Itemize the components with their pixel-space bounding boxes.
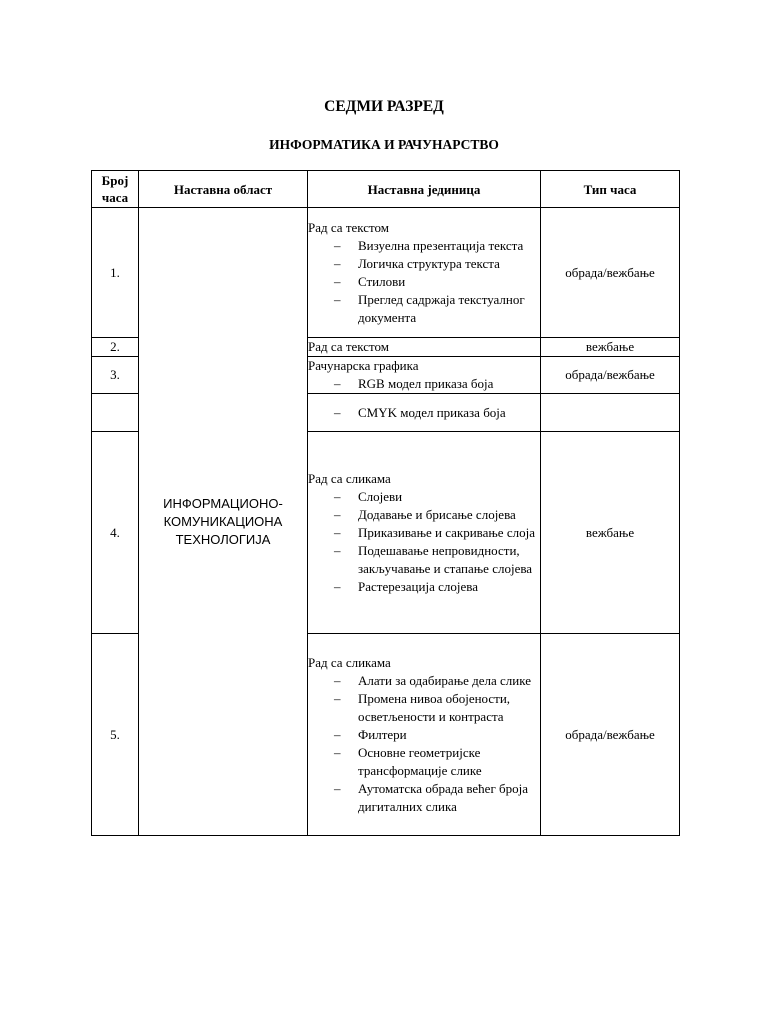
list-item [308, 672, 540, 690]
teaching-unit [308, 394, 541, 432]
lesson-type: обрада/вежбање [541, 634, 680, 836]
teaching-unit [308, 634, 541, 836]
teaching-unit [308, 432, 541, 634]
list-item-text: Преглед садржаја текстуалног документа [358, 291, 525, 325]
dash-bullet: – [334, 404, 341, 420]
lesson-type: вежбање [541, 432, 680, 634]
list-item [308, 690, 540, 726]
dash-bullet: – [334, 506, 341, 522]
unit-list [308, 375, 540, 393]
unit-list [308, 672, 540, 816]
teaching-unit [308, 357, 541, 394]
unit-heading: Рад са текстом [308, 219, 390, 235]
list-item-text: Додавање и брисање слојева [358, 506, 516, 522]
dash-bullet: – [334, 542, 341, 558]
dash-bullet: – [334, 291, 341, 307]
lesson-number [92, 394, 139, 432]
dash-bullet: – [334, 726, 341, 742]
list-item [308, 291, 540, 327]
list-item [308, 744, 540, 780]
lesson-number: 5. [92, 634, 139, 836]
list-item [308, 506, 540, 524]
list-item [308, 237, 540, 255]
unit-list [308, 237, 540, 327]
list-item [308, 404, 540, 422]
table-row [92, 208, 680, 338]
list-item-text: Растерезација слојева [358, 578, 478, 594]
lesson-type [541, 394, 680, 432]
dash-bullet: – [334, 780, 341, 796]
list-item-text: Логичка структура текста [358, 255, 500, 271]
list-item [308, 578, 540, 596]
list-item-text: Алати за одабирање дела слике [358, 672, 531, 688]
teaching-area: ИНФОРМАЦИОНО-КОМУНИКАЦИОНА ТЕХНОЛОГИЈА [139, 208, 308, 836]
dash-bullet: – [334, 237, 341, 253]
list-item-text: RGB модел приказа боја [358, 376, 494, 391]
unit-list [308, 404, 540, 422]
dash-bullet: – [334, 255, 341, 271]
page-title: СЕДМИ РАЗРЕД [324, 98, 444, 115]
list-item-text: Аутоматска обрада већег броја дигиталних слика [358, 780, 529, 814]
header-row [92, 171, 680, 208]
header-teaching-unit: Наставна јединица [308, 171, 541, 208]
teaching-unit [308, 338, 541, 357]
dash-bullet: – [334, 524, 341, 540]
list-item-text: Визуелна презентација текста [358, 237, 524, 253]
dash-bullet: – [334, 273, 341, 289]
unit-heading: Рад са сликама [308, 470, 391, 486]
list-item-text: Основне геометријске трансформације слике [358, 744, 482, 778]
lesson-number: 2. [92, 338, 139, 357]
unit-heading: Рачунарска графика [308, 358, 419, 373]
list-item [308, 542, 540, 578]
unit-heading: Рад са сликама [308, 654, 391, 670]
unit-heading: Рад са текстом [308, 339, 390, 354]
dash-bullet: – [334, 744, 341, 760]
lesson-number: 1. [92, 208, 139, 338]
list-item-text: Слојеви [358, 488, 403, 504]
dash-bullet: – [334, 376, 341, 391]
list-item [308, 488, 540, 506]
header-lesson-number: Број часа [92, 171, 139, 208]
dash-bullet: – [334, 690, 341, 706]
list-item [308, 375, 540, 393]
list-item-text: CMYK модел приказа боја [358, 404, 506, 420]
list-item-text: Стилови [358, 273, 406, 289]
lesson-type: обрада/вежбање [541, 208, 680, 338]
list-item-text: Промена нивоа обојености, осветљености и контраста [358, 690, 511, 724]
list-item [308, 524, 540, 542]
list-item [308, 255, 540, 273]
dash-bullet: – [334, 488, 341, 504]
schedule-table [91, 170, 680, 836]
lesson-type: обрада/вежбање [541, 357, 680, 394]
dash-bullet: – [334, 578, 341, 594]
lesson-type: вежбање [541, 338, 680, 357]
teaching-unit [308, 208, 541, 338]
header-lesson-type: Тип часа [541, 171, 680, 208]
list-item-text: Приказивање и сакривање слоја [358, 524, 535, 540]
unit-list [308, 488, 540, 596]
list-item [308, 726, 540, 744]
dash-bullet: – [334, 672, 341, 688]
list-item-text: Подешавање непровидности, закључавање и стапање слојева [358, 542, 533, 576]
subject-title: ИНФОРМАТИКА И РАЧУНАРСТВО [269, 137, 499, 152]
lesson-number: 4. [92, 432, 139, 634]
list-item [308, 780, 540, 816]
lesson-number: 3. [92, 357, 139, 394]
header-teaching-area: Наставна област [139, 171, 308, 208]
list-item-text: Филтери [358, 726, 407, 742]
list-item [308, 273, 540, 291]
